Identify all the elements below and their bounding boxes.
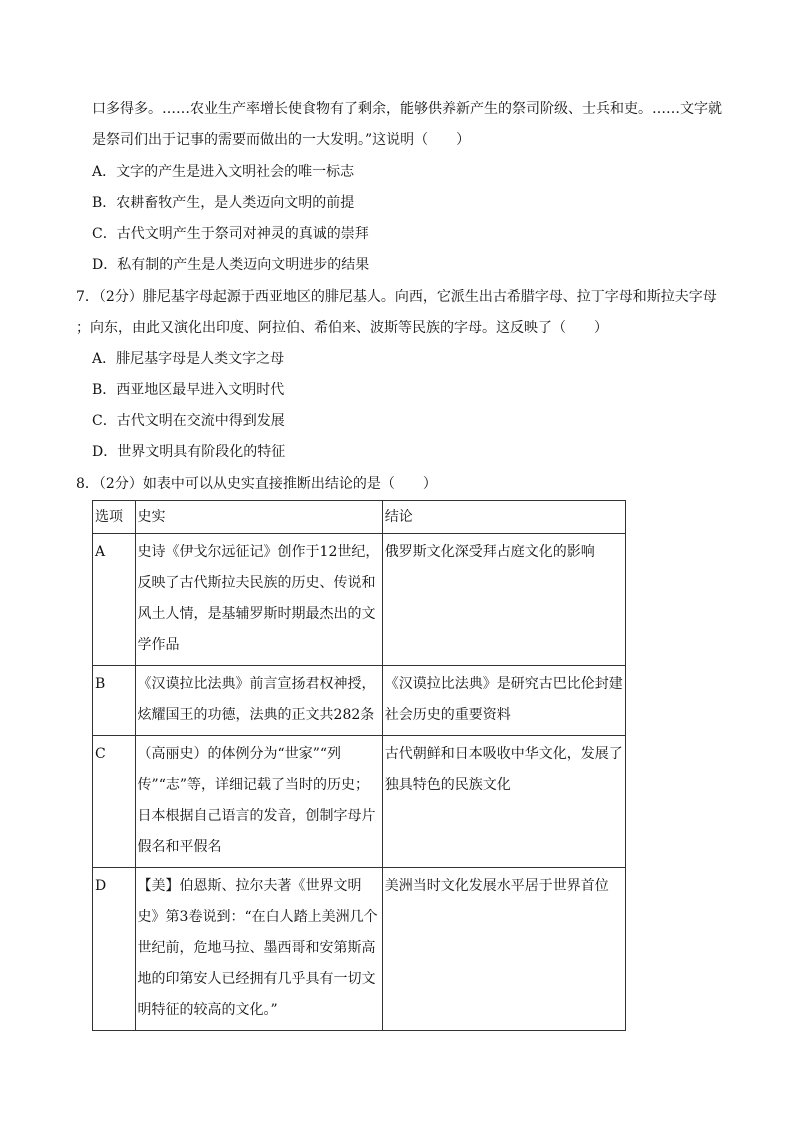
row-d-fact	[135, 868, 382, 1031]
q7-option-d: D．世界文明具有阶段化的特征	[92, 444, 286, 460]
row-c-fact	[135, 736, 382, 868]
row-a-fact	[135, 534, 382, 666]
q6-stem-line-1: 口多得多。……农业生产率增长使食物有了剩余，能够供养新产生的祭司阶级、士兵和吏。……文字就	[92, 101, 722, 117]
row-b-option: B	[93, 666, 136, 736]
header-conclusion: 结论	[382, 501, 625, 534]
q6-option-d: D．私有制的产生是人类迈向文明进步的结果	[92, 257, 370, 273]
row-c-option: C	[93, 736, 136, 868]
q7-option-c: C．古代文明在交流中得到发展	[92, 413, 285, 429]
row-d-conclusion	[382, 868, 625, 1031]
header-option: 选项	[93, 501, 136, 534]
q6-option-b: B．农耕畜牧产生，是人类迈向文明的前提	[92, 195, 355, 211]
row-b-fact-text: 《汉谟拉比法典》前言宣扬君权神授，炫耀国王的功德，法典的正文共282条	[137, 676, 376, 723]
q7-option-a: A．腓尼基字母是人类文字之母	[92, 351, 285, 367]
table-row	[93, 666, 626, 736]
q7-stem-line-2: ；向东，由此又演化出印度、阿拉伯、希伯来、波斯等民族的字母。这反映了（ ）	[76, 320, 608, 336]
table-row	[93, 534, 626, 666]
row-d-fact-text: 【美】伯恩斯、拉尔夫著《世界文明史》第3卷说到：“在白人踏上美洲几个世纪前，危地马拉、墨西哥和安第斯高地的印第安人已经拥有几乎具有一切文明特征的较高的文化。”	[137, 878, 378, 1018]
q6-option-c: C．古代文明产生于祭司对神灵的真诚的崇拜	[92, 226, 369, 242]
q8-stem: 8．（2分）如表中可以从史实直接推断出结论的是（ ）	[76, 476, 437, 492]
row-a-option: A	[93, 534, 136, 666]
table-row	[93, 736, 626, 868]
table-header-row	[93, 501, 626, 534]
row-d-option: D	[93, 868, 136, 1031]
history-table	[92, 500, 626, 1031]
header-fact: 史实	[135, 501, 382, 534]
q6-option-a: A．文字的产生是进入文明社会的唯一标志	[92, 164, 355, 180]
row-c-fact-text: （高丽史）的体例分为“世家”“列传”“志”等，详细记载了当时的历史；日本根据自己语言的发音，创制字母片假名和平假名	[137, 746, 376, 855]
row-c-conclusion	[382, 736, 625, 868]
q6-stem-line-2: 是祭司们出于记事的需要而做出的一大发明。”这说明（ ）	[92, 132, 471, 148]
row-d-conclusion-text: 美洲当时文化发展水平居于世界首位	[384, 878, 609, 894]
row-b-conclusion	[382, 666, 625, 736]
row-b-fact	[135, 666, 382, 736]
row-c-conclusion-text: 古代朝鲜和日本吸收中华文化，发展了独具特色的民族文化	[384, 746, 623, 793]
row-a-conclusion-text: 俄罗斯文化深受拜占庭文化的影响	[384, 544, 595, 560]
row-b-conclusion-text: 《汉谟拉比法典》是研究古巴比伦封建社会历史的重要资料	[384, 676, 623, 723]
q7-stem-line-1: 7．（2分）腓尼基字母起源于西亚地区的腓尼基人。向西，它派生出古希腊字母、拉丁字母和斯拉夫字母	[76, 289, 717, 305]
row-a-fact-text: 史诗《伊戈尔远征记》创作于12世纪，反映了古代斯拉夫民族的历史、传说和风土人情，是基辅罗斯时期最杰出的文学作品	[137, 544, 380, 653]
table-row	[93, 868, 626, 1031]
q7-option-b: B．西亚地区最早进入文明时代	[92, 382, 285, 398]
row-a-conclusion	[382, 534, 625, 666]
